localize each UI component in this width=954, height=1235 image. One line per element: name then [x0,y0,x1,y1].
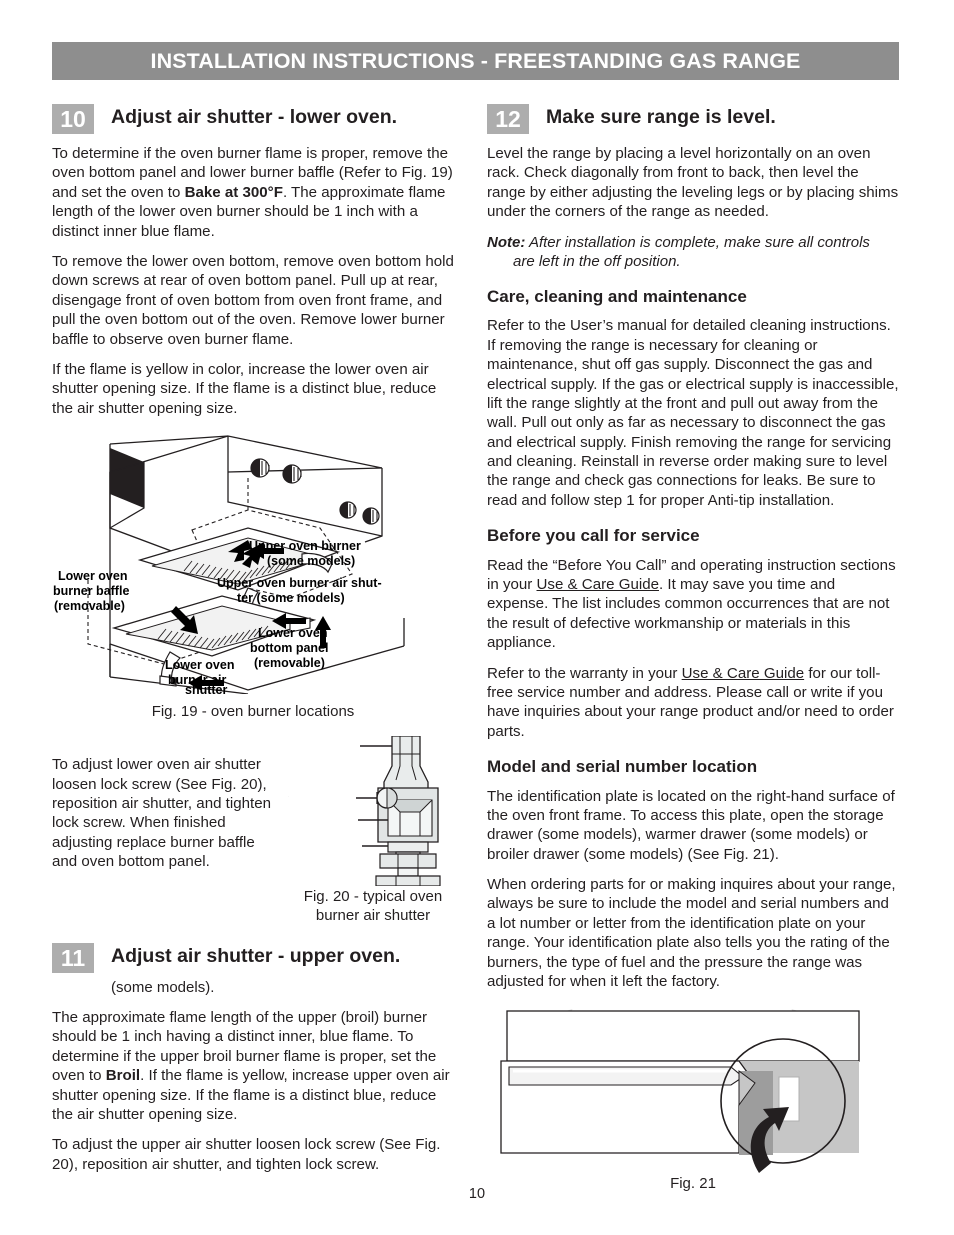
figure-20-instruction-text: To adjust lower oven air shutter loosen lock screw (See Fig. 20), reposition air shutter, and tighten lock screw. When finished adjusting replace burner baffle and oven bottom panel. [52,756,271,871]
step-11-heading [52,943,454,973]
fig19-label-lower-baffle-1: Lower oven [58,569,128,584]
step-11-subtitle: (some models). [111,979,215,997]
text-run: Level the range by placing a level horizontally on an oven rack. Check diagonally from front to back, then level the range by either adjusting the leveling legs or by placing shims under the corners of the range as needed. [487,145,899,221]
page-header-banner [52,42,899,80]
text-run: The identification plate is located on the right-hand surface of the oven front frame. To access this plate, open the storage drawer (some models), warmer drawer (some models) or broiler drawer (some models) (See Fig. 21). [487,787,895,863]
step-12-heading [487,104,899,134]
fig19-label-upper-air-shutter-1: Upper oven burner air shut- [217,576,382,591]
model-heading: Model and serial number location [487,757,758,777]
step-10-body [52,144,454,418]
figure-21-caption: Fig. 21 [670,1175,716,1193]
fig19-label-bottom-panel-2: bottom panel [250,641,329,656]
fig19-label-lower-baffle-2: burner baffle [53,584,130,599]
figure-20-caption [288,888,458,926]
text-run: If the flame is yellow in color, increase the lower oven air shutter opening size. If the flame is a distinct blue, reduce the air shutter opening size. [52,360,437,417]
fig19-label-upper-oven-burner-models: (some models) [267,554,356,569]
fig19-label-lower-air-shutter-2: burner air [168,673,227,688]
paragraph [487,316,899,510]
note-label: Note: [487,233,526,251]
text-run-underline: Use & Care Guide [536,576,659,594]
text-run: The approximate flame length of the upper (broil) burner should be 1 inch having a distinct inner, blue flame. To determine if the upper broil burner flame is proper, set the oven to [52,1009,437,1085]
note-line-2: are left in the off position. [513,252,681,270]
text-run-bold: Bake at 300°F [184,183,283,201]
step-11-title: Adjust air shutter - upper oven. [111,945,401,968]
page-number: 10 [468,1186,486,1202]
service-heading: Before you call for service [487,526,700,546]
text-run: . It may save you time and expense. The list includes common occurrences that are not the result of defective workmanship or materials in this appliance. [487,576,890,652]
paragraph [52,360,454,418]
paragraph [52,252,454,349]
figure-20-caption-line2: burner air shutter [315,906,431,924]
left-column [52,104,454,1174]
fig19-label-bottom-panel-1: Lower oven [258,626,328,641]
text-run-underline: Use & Care Guide [681,664,805,682]
level-note [487,233,899,271]
text-run: When ordering parts for or making inquires about your range, always be sure to include the model and serial numbers and a lot number or letter from the identification plate on your range. Your identification plate also tells you the rating of the burners, the type of fuel and the pressure the range was adjusted for when it left the factory. [487,876,896,991]
figure-21-illustration [487,1005,899,1175]
text-run-bold: Broil [105,1067,141,1085]
text-run: . The approximate flame length of the lower oven burner should be 1 inch with a distinct inner blue flame. [52,183,446,240]
step-10-title: Adjust air shutter - lower oven. [111,106,398,128]
text-run: for our toll-free service number and address. Please call or write if you have inquiries about your range product and/or need to order parts. [487,664,894,740]
text-run: Read the “Before You Call” and operating instruction sections in your [487,556,896,594]
figure-20-illustration [288,736,458,886]
text-run: To determine if the oven burner flame is proper, remove the oven bottom panel and lower burner baffle (Refer to Fig. 19) and set the oven to [52,145,453,201]
paragraph [487,787,899,865]
paragraph [487,875,899,991]
figure-19-illustration [52,432,454,694]
right-column [487,104,899,1197]
paragraph [487,664,899,742]
fig19-label-lower-baffle-3: (removable) [54,599,125,614]
paragraph [487,144,899,222]
paragraph [487,556,899,653]
care-heading: Care, cleaning and maintenance [487,286,747,306]
step-11-number-badge: 11 [52,943,94,973]
figure-20-block [52,736,454,924]
fig19-label-bottom-panel-3: (removable) [254,656,325,671]
paragraph [52,144,454,241]
note-line-1: After installation is complete, make sure all controls [528,233,870,251]
paragraph [52,1008,454,1124]
fig19-label-lower-air-shutter-1: Lower oven [165,658,235,673]
step-10-heading [52,104,454,134]
text-run: Refer to the User’s manual for detailed cleaning instructions. If removing the range is necessary for cleaning or maintenance, shut off gas supply. Disconnect the gas and electrical supply. If the gas or electrical supply is inaccessible, lift the range slightly at the front and pull out away from the wall. Pull out only as far as necessary to disconnect the gas and electrical supply. Finish removing the range for servicing and cleaning. Reinstall in reverse order making sure to level the range and check gas connections for leaks. Be sure to read and follow step 1 for proper Anti-tip installation. [487,317,899,509]
fig19-label-lower-air-shutter-3: shutter [185,683,228,695]
text-run: To adjust the upper air shutter loosen lock screw (See Fig. 20), reposition air shutter, and tighten lock screw. [52,1136,441,1173]
figure-21 [487,1005,899,1197]
figure-20-caption-line1: Fig. 20 - typical oven [303,888,443,906]
text-run: . If the flame is yellow, increase upper oven air shutter opening size. If the flame is a distinct blue, reduce the air shutter opening size. [52,1067,450,1124]
step-12-title: Make sure range is level. [546,106,776,128]
text-run: Refer to the warranty in your [487,664,682,682]
paragraph [52,1135,454,1174]
step-10-number-badge: 10 [52,104,94,134]
fig19-label-upper-oven-burner: Upper oven burner [249,539,361,554]
figure-19 [52,432,454,720]
fig19-label-upper-air-shutter-2: ter (some models) [237,591,345,606]
figure-19-caption: Fig. 19 - oven burner locations [151,703,355,721]
text-run: To remove the lower oven bottom, remove oven bottom hold down screws at rear of oven bottom panel. Pull up at rear, disengage front of oven bottom from oven front frame, and pull the oven bottom out of the oven. Remove lower burner baffle to observe oven burner flame. [52,252,454,348]
page-title: INSTALLATION INSTRUCTIONS - FREESTANDING GAS RANGE [150,48,801,73]
step-12-number-badge: 12 [487,104,529,134]
